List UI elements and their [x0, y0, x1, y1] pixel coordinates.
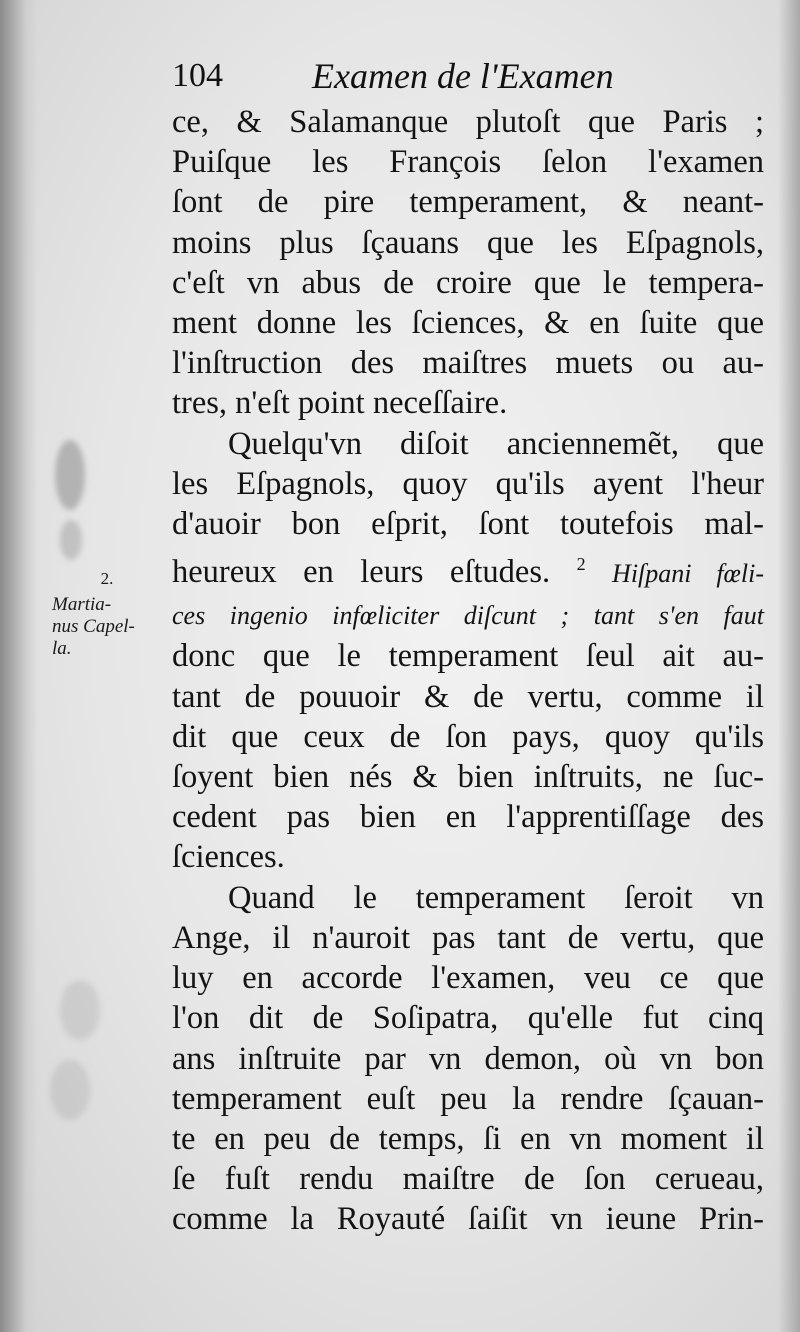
text-line: d'auoir bon eſprit, ſont toutefois mal-	[172, 506, 764, 543]
inline-citation-continued: ces ingenio infœliciter diſcunt ; tant s'en faut	[172, 601, 764, 631]
page-edge-shadow	[778, 0, 800, 1332]
text-line: cedent pas bien en l'apprentiſſage des	[172, 799, 764, 836]
text-line: comme la Royauté ſaiſit vn ieune Prin-	[172, 1201, 764, 1238]
margin-note-line: Martia-	[52, 594, 112, 615]
text-line: tant de pouuoir & de vertu, comme il	[172, 678, 764, 715]
text-line: Quelqu'vn diſoit anciennemẽt, que	[228, 425, 764, 462]
text-line: dit que ceux de ſon pays, quoy qu'ils	[172, 718, 764, 755]
page-number: 104	[172, 57, 223, 94]
text-line: ſciences.	[172, 839, 285, 876]
running-head	[172, 55, 692, 103]
text-line: temperament euſt peu la rendre ſçauan-	[172, 1080, 764, 1117]
body-text	[172, 102, 764, 1240]
margin-note-line: la.	[52, 638, 72, 659]
text-line: les Eſpagnols, quoy qu'ils ayent l'heur	[172, 465, 764, 502]
text-line: ſont de pire temperament, & neant-	[172, 184, 764, 221]
margin-note	[52, 568, 162, 660]
text-line: l'on dit de Soſipatra, qu'elle fut cinq	[172, 1000, 764, 1037]
text-line: ment donne les ſciences, & en ſuite que	[172, 305, 764, 342]
footnote-marker: 2	[576, 554, 586, 575]
text-line: te en peu de temps, ſi en vn moment il	[172, 1120, 764, 1157]
gutter-shadow	[0, 0, 38, 1332]
text-line: ce, & Salamanque plutoſt que Paris ;	[172, 104, 764, 140]
ink-stain	[55, 440, 85, 510]
text-line: Quand le temperament ſeroit vn	[228, 879, 764, 916]
text-line: l'inſtruction des maiſtres muets ou au-	[172, 345, 764, 382]
ink-stain	[60, 520, 82, 560]
text-segment: heureux en leurs eſtudes.	[172, 554, 551, 591]
text-line: Puiſque les François ſelon l'examen	[172, 144, 764, 181]
running-title: Examen de l'Examen	[312, 56, 614, 96]
text-line: ans inſtruite par vn demon, où vn bon	[172, 1040, 764, 1077]
margin-note-line: nus Capel-	[52, 616, 135, 637]
ink-stain	[50, 1060, 90, 1120]
text-line: ſe fuſt rendu maiſtre de ſon cerueau,	[172, 1161, 764, 1198]
text-line-with-citation	[172, 544, 764, 594]
text-line: luy en accorde l'examen, veu ce que	[172, 960, 764, 997]
text-line: c'eſt vn abus de croire que le tempera-	[172, 264, 764, 301]
inline-citation: Hiſpani fœli-	[612, 559, 765, 589]
ink-stain	[60, 980, 100, 1040]
text-line	[172, 594, 764, 636]
text-line: donc que le temperament ſeul ait au-	[172, 638, 764, 675]
text-line: Ange, il n'auroit pas tant de vertu, que	[172, 919, 764, 956]
margin-note-number: 2.	[100, 569, 114, 588]
text-line: ſoyent bien nés & bien inſtruits, ne ſuc-	[172, 759, 764, 796]
text-line: moins plus ſçauans que les Eſpagnols,	[172, 224, 764, 261]
text-line: tres, n'eſt point neceſſaire.	[172, 385, 508, 422]
